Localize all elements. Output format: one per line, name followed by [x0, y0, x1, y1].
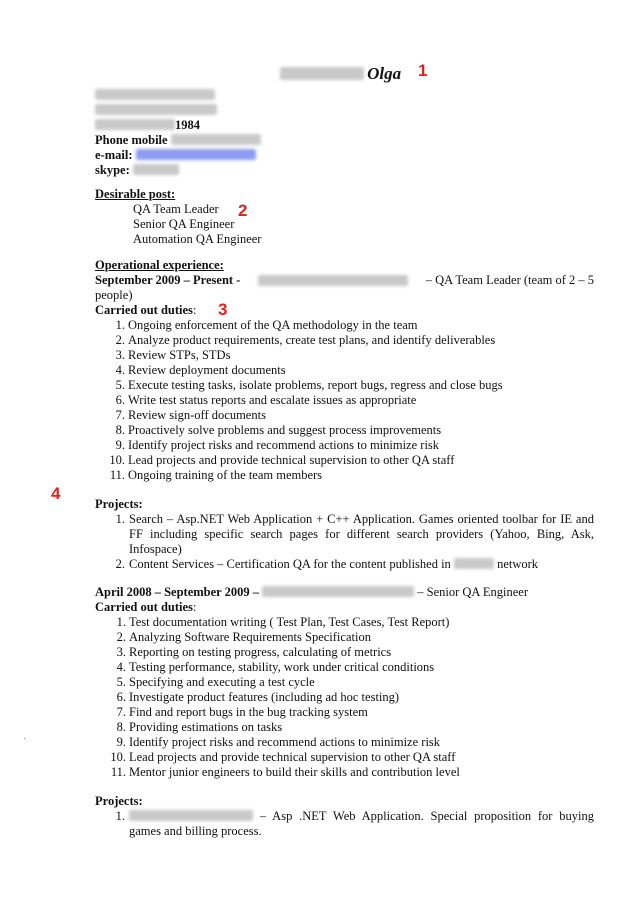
candidate-name: Olga — [367, 64, 402, 83]
duty-number: 8. — [115, 423, 125, 437]
duty-number: 4. — [116, 660, 126, 674]
redacted-line-1 — [95, 88, 261, 103]
resume-title — [280, 66, 401, 86]
duty-item — [110, 645, 594, 660]
redacted-surname — [280, 67, 364, 80]
job2-role: – Senior QA Engineer — [417, 585, 528, 599]
job1-duties-list — [95, 318, 594, 483]
duty-number: 11. — [110, 765, 126, 779]
marker-2: 2 — [238, 201, 248, 220]
duty-text: Identify project risks and recommend actions to minimize risk — [129, 735, 441, 749]
job2-duties-heading — [95, 600, 594, 615]
duty-item — [110, 750, 594, 765]
job2-duties-list — [95, 615, 594, 780]
project-suffix: network — [497, 557, 539, 571]
project-text-wrap — [129, 557, 538, 572]
project-number: 1. — [115, 512, 125, 526]
duty-item — [105, 393, 594, 408]
project-text: – Asp .NET Web Application. Special proposition for buying games and billing process. — [129, 809, 594, 838]
birth-year: 1984 — [175, 118, 200, 132]
duty-text: Lead projects and provide technical supervision to other QA staff — [128, 453, 455, 467]
duty-number: 7. — [116, 705, 126, 719]
duty-text: Execute testing tasks, isolate problems, report bugs, regress and close bugs — [128, 378, 503, 392]
marker-4: 4 — [51, 484, 61, 503]
duty-number: 9. — [116, 735, 126, 749]
redacted-email-link[interactable] — [136, 149, 256, 160]
duty-item — [110, 720, 594, 735]
duty-item — [105, 423, 594, 438]
redacted-network — [454, 558, 494, 569]
duty-item — [105, 333, 594, 348]
duty-item — [105, 438, 594, 453]
project-text: Content Services – Certification QA for the content published in — [129, 557, 451, 571]
duty-text: Proactively solve problems and suggest process improvements — [128, 423, 442, 437]
desired-post-1: QA Team Leader — [133, 202, 219, 216]
skype-label: skype: — [95, 163, 130, 177]
duty-text: Providing estimations on tasks — [129, 720, 283, 734]
duty-text: Ongoing training of the team members — [128, 468, 323, 482]
email-label: e-mail: — [95, 148, 133, 162]
duty-number: 4. — [115, 363, 125, 377]
marker-1: 1 — [418, 61, 428, 80]
phone-label: Phone mobile — [95, 133, 168, 147]
duty-number: 10. — [110, 750, 126, 764]
email-line — [95, 148, 261, 163]
redacted-project-name — [129, 810, 253, 821]
duty-item — [110, 615, 594, 630]
project-number: 1. — [115, 809, 125, 823]
job2-header — [95, 585, 594, 600]
duty-item — [110, 765, 594, 780]
duty-text: Testing performance, stability, work under critical conditions — [129, 660, 435, 674]
duty-number: 10. — [109, 453, 125, 467]
duty-item — [110, 660, 594, 675]
duties-colon: : — [192, 600, 197, 614]
project-number: 2. — [115, 557, 125, 571]
job1-projects-heading: Projects: — [95, 497, 143, 511]
duty-number: 7. — [115, 408, 125, 422]
duty-text: Review STPs, STDs — [128, 348, 231, 362]
duty-text: Lead projects and provide technical supervision to other QA staff — [129, 750, 456, 764]
duty-number: 11. — [109, 468, 125, 482]
duty-item — [105, 453, 594, 468]
duty-number: 3. — [115, 348, 125, 362]
redacted-skype — [133, 164, 179, 175]
duty-text: Specifying and executing a test cycle — [129, 675, 315, 689]
stray-dot — [24, 738, 25, 739]
job2-period: April 2008 – September 2009 – — [95, 585, 259, 599]
duty-number: 5. — [116, 675, 126, 689]
duty-item — [110, 675, 594, 690]
job1-period: September 2009 – Present - — [95, 273, 241, 287]
job2-section — [95, 585, 594, 780]
duty-text: Analyze product requirements, create test plans, and identify deliverables — [128, 333, 496, 347]
duty-number: 1. — [116, 615, 126, 629]
job1-project-1 — [95, 512, 594, 557]
job1-projects — [95, 497, 594, 572]
experience-section — [95, 258, 594, 483]
duty-text: Ongoing enforcement of the QA methodology in the team — [128, 318, 418, 332]
duties-colon: : — [192, 303, 197, 317]
project-text: Search – Asp.NET Web Application + C++ Application. Games oriented toolbar for IE and FF including specific search pages for different search providers (Yahoo, Bing, Ask, Infospace) — [129, 512, 594, 556]
duty-item — [110, 735, 594, 750]
personal-details — [95, 88, 261, 178]
duty-text: Identify project risks and recommend actions to minimize risk — [128, 438, 440, 452]
redacted-company-1 — [258, 275, 408, 286]
job1-header — [95, 273, 594, 288]
duty-number: 2. — [115, 333, 125, 347]
duty-number: 3. — [116, 645, 126, 659]
duty-text: Reporting on testing progress, calculating of metrics — [129, 645, 392, 659]
duty-text: Test documentation writing ( Test Plan, Test Cases, Test Report) — [129, 615, 450, 629]
job1-duties-label: Carried out duties — [95, 303, 193, 317]
duty-text: Investigate product features (including ad hoc testing) — [129, 690, 400, 704]
duty-item — [110, 705, 594, 720]
job1-role-cont: people) — [95, 288, 133, 302]
job2-projects-heading: Projects: — [95, 794, 143, 808]
experience-heading: Operational experience: — [95, 258, 224, 272]
duty-text: Mentor junior engineers to build their skills and contribution level — [129, 765, 460, 779]
desired-post-2: Senior QA Engineer — [133, 217, 235, 231]
job2-project-1 — [95, 809, 594, 839]
redacted-line-2 — [95, 103, 261, 118]
duty-text: Review deployment documents — [128, 363, 286, 377]
desired-post-heading: Desirable post: — [95, 187, 176, 201]
duty-item — [105, 408, 594, 423]
duty-number: 2. — [116, 630, 126, 644]
duty-number: 1. — [115, 318, 125, 332]
job1-role: – QA Team Leader (team of 2 – 5 — [425, 273, 594, 287]
redacted-company-2 — [262, 586, 414, 597]
duty-text: Write test status reports and escalate issues as appropriate — [128, 393, 417, 407]
phone-line — [95, 133, 261, 148]
skype-line — [95, 163, 261, 178]
marker-3: 3 — [218, 300, 228, 319]
duty-number: 9. — [115, 438, 125, 452]
duty-text: Review sign-off documents — [128, 408, 266, 422]
birth-date-line — [95, 118, 261, 133]
duty-item — [105, 468, 594, 483]
duty-text: Find and report bugs in the bug tracking system — [129, 705, 368, 719]
desired-post-section — [95, 187, 261, 247]
duty-number: 6. — [116, 690, 126, 704]
project-text-wrap — [129, 809, 594, 839]
job2-duties-label: Carried out duties — [95, 600, 193, 614]
duty-text: Analyzing Software Requirements Specification — [129, 630, 371, 644]
job1-project-2 — [95, 557, 594, 572]
duty-item — [105, 318, 594, 333]
duty-item — [110, 690, 594, 705]
duty-number: 8. — [116, 720, 126, 734]
job1-duties-heading — [95, 300, 594, 319]
desired-post-3: Automation QA Engineer — [133, 232, 262, 246]
duty-item — [110, 630, 594, 645]
job2-projects — [95, 794, 594, 839]
duty-item — [105, 348, 594, 363]
redacted-phone — [171, 134, 261, 145]
duty-item — [105, 363, 594, 378]
duty-item — [105, 378, 594, 393]
duty-number: 5. — [115, 378, 125, 392]
duty-number: 6. — [115, 393, 125, 407]
